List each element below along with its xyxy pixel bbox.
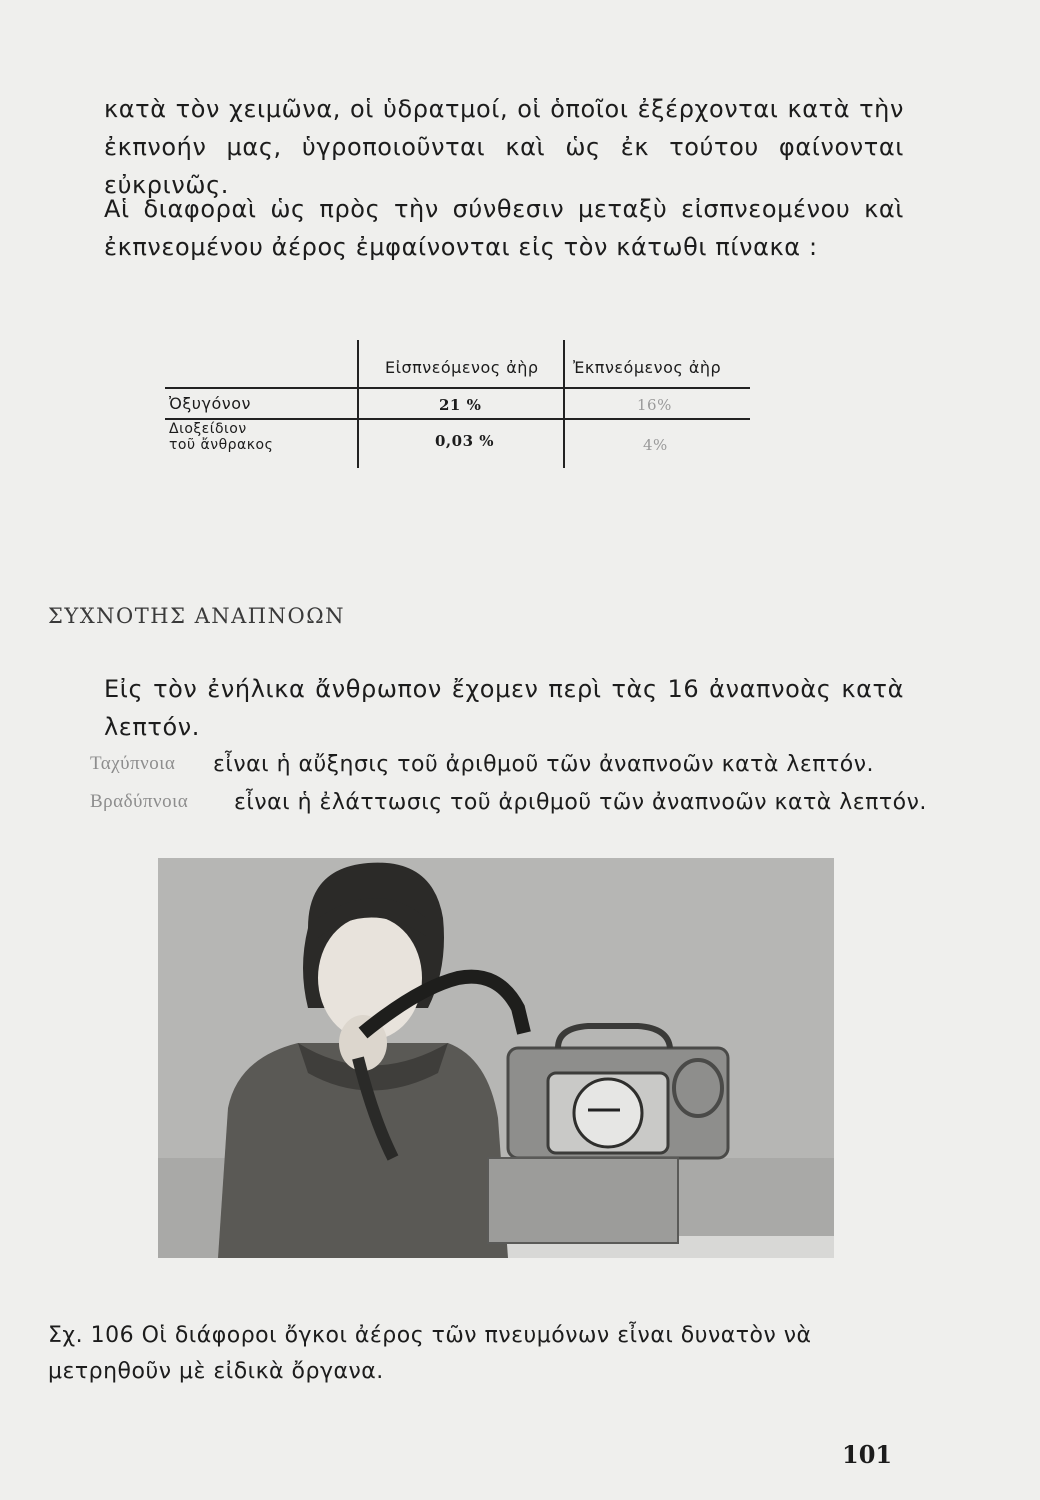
- paragraph-winter-vapor: κατὰ τὸν χειμῶνα, οἱ ὑδρατμοί, οἱ ὁποῖοι ἐξέρχονται κατὰ τὴν ἐκπνοήν μας, ὑγροποιοῦνται καὶ ὡς ἐκ τούτου φαίνονται εὐκρινῶς.: [104, 95, 904, 199]
- row-oxygen-exhaled: 16%: [637, 396, 672, 414]
- row-co2-inhaled: 0,03 %: [435, 432, 495, 450]
- header-inhaled: Εἰσπνεόμενος ἀὴρ: [385, 358, 539, 377]
- photo-illustration: [158, 858, 834, 1258]
- row-co2-exhaled: 4%: [643, 436, 668, 454]
- paragraph-composition-intro: Αἱ διαφοραὶ ὡς πρὸς τὴν σύνθεσιν μεταξὺ εἰσπνεομένου καὶ ἐκπνεομένου ἀέρος ἐμφαίνονται εἰς τὸν κάτωθι πίνακα :: [104, 195, 904, 261]
- section-heading: ΣΥΧΝΟΤΗΣ ΑΝΑΠΝΟΩΝ: [48, 604, 345, 628]
- term-bradypnea: Βραδύπνοια: [90, 791, 189, 812]
- header-exhaled: Ἐκπνεόμενος ἀὴρ: [573, 358, 722, 377]
- definition-bradypnea: εἶναι ἡ ἐλάττωσις τοῦ ἀριθμοῦ τῶν ἀναπνοῶν κατὰ λεπτόν.: [234, 790, 927, 815]
- term-tachypnea: Ταχύπνοια: [90, 753, 176, 774]
- air-composition-table: [165, 340, 755, 470]
- definition-tachypnea: εἶναι ἡ αὔξησις τοῦ ἀριθμοῦ τῶν ἀναπνοῶν κατὰ λεπτόν.: [213, 752, 875, 777]
- row-co2-label-line2: τοῦ ἄνθρακος: [169, 437, 274, 453]
- page-number: 101: [842, 1440, 893, 1469]
- row-co2-label-line1: Διοξείδιον: [169, 421, 247, 437]
- row-oxygen-label: Ὀξυγόνον: [169, 394, 251, 413]
- figure-caption: Σχ. 106 Οἱ διάφοροι ὄγκοι ἀέρος τῶν πνευμόνων εἶναι δυνατὸν νὰ μετρηθοῦν μὲ εἰδικὰ ὄργανα.: [48, 1323, 812, 1384]
- paragraph-breath-rate: Εἰς τὸν ἐνήλικα ἄνθρωπον ἔχομεν περὶ τὰς 16 ἀναπνοὰς κατὰ λεπτόν.: [104, 675, 904, 741]
- row-oxygen-inhaled: 21 %: [439, 396, 482, 414]
- photo-child-spirometer: [158, 858, 834, 1258]
